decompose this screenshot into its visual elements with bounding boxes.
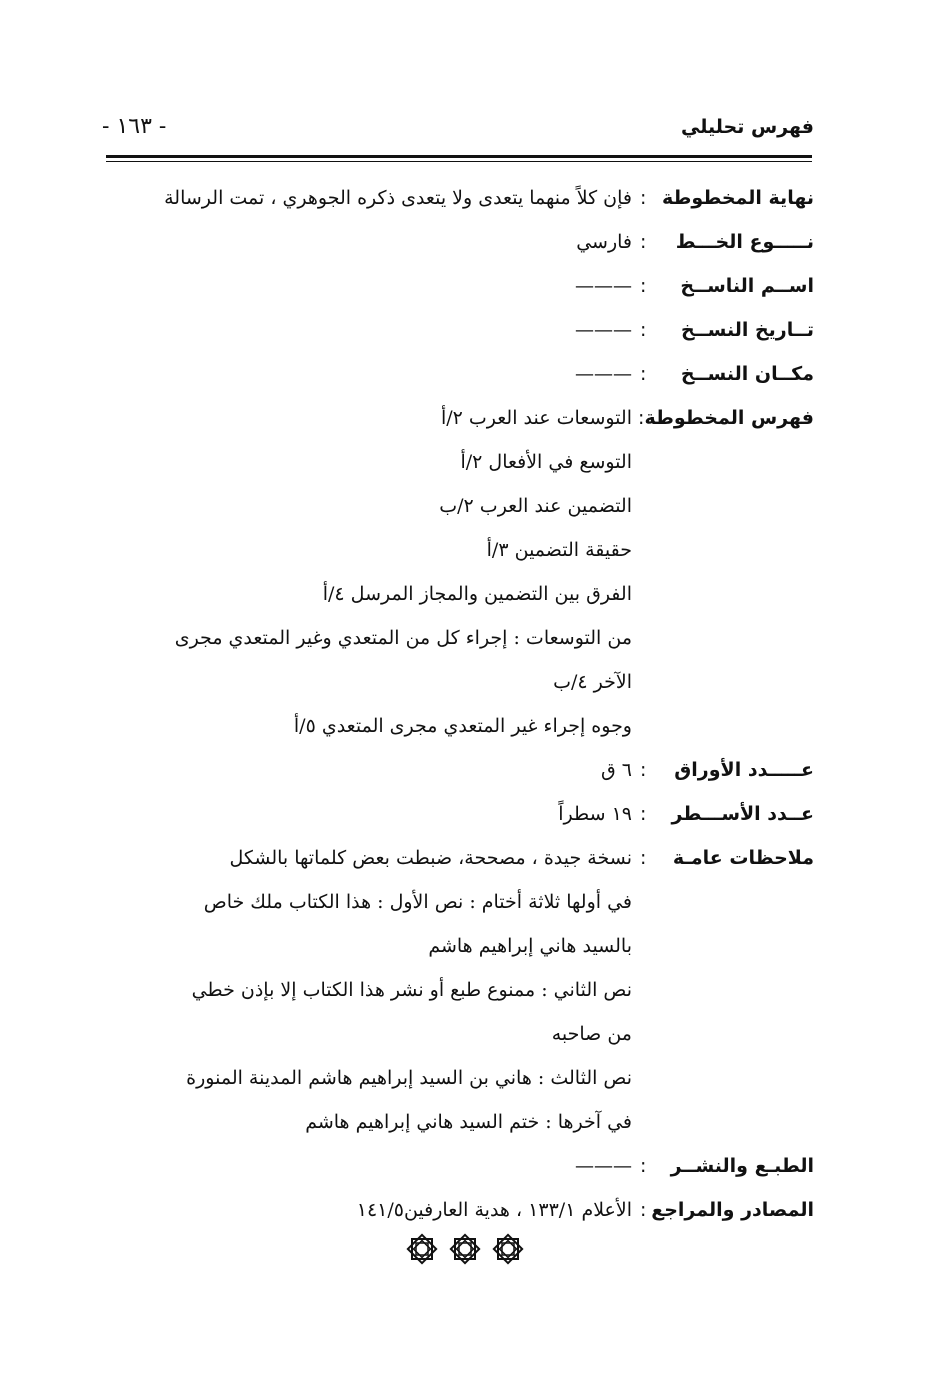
entry-value-line: نسخة جيدة ، مصححة، ضبطت بعض كلماتها بالشكل <box>229 847 632 869</box>
entry-label-text: اســم الناســخ <box>680 275 814 297</box>
entry-label <box>632 836 814 1144</box>
entry-value-line: نص الثاني : ممنوع طبع أو نشر هذا الكتاب إلا بإذن خطي <box>191 979 632 1001</box>
entry-value-line: من صاحبه <box>551 1023 632 1045</box>
entry-label <box>632 176 814 220</box>
entry-label <box>632 264 814 308</box>
entry-value <box>114 308 632 352</box>
entry-label-text: عـــــدد الأوراق <box>674 759 814 781</box>
entry-colon: : <box>640 803 647 825</box>
header-rule-thick <box>106 155 812 158</box>
entry-label-text: فهرس المخطوطة <box>644 407 814 429</box>
entry-colon: : <box>640 319 647 341</box>
catalog-entry <box>114 308 814 352</box>
entry-value-line: ——— <box>575 363 632 385</box>
catalog-entry <box>114 1144 814 1188</box>
entry-label <box>632 748 814 792</box>
entry-label <box>632 396 814 748</box>
entry-value-line: ١٩ سطراً <box>558 803 632 825</box>
page-number: - ١٦٣ - <box>102 114 167 139</box>
entry-label-text: ملاحظات عامـة <box>672 847 814 869</box>
entry-value-line: في أولها ثلاثة أختام : نص الأول : هذا الكتاب ملك خاص <box>203 891 632 913</box>
section-title: فهرس تحليلي <box>681 116 814 138</box>
entry-colon: : <box>640 187 647 209</box>
entry-label <box>632 1144 814 1188</box>
entry-value-line: التضمين عند العرب ٢/ب <box>439 495 632 517</box>
entry-value-line: وجوه إجراء غير المتعدي مجرى المتعدي ٥/أ <box>293 715 632 737</box>
entry-value-line: بالسيد هاني إبراهيم هاشم <box>428 935 632 957</box>
catalog-entry <box>114 396 814 748</box>
ornament-star-icon <box>448 1232 482 1266</box>
entry-value <box>114 1144 632 1188</box>
entry-value-line: الأعلام ١٣٣/١ ، هدية العارفين١٤١/٥ <box>356 1199 632 1221</box>
entry-value-line: من التوسعات : إجراء كل من المتعدي وغير المتعدي مجرى <box>174 627 632 649</box>
entry-colon: : <box>640 275 647 297</box>
entry-colon: : <box>640 847 647 869</box>
ornament-star-icon <box>405 1232 439 1266</box>
entry-value <box>114 396 632 748</box>
catalog-entry <box>114 220 814 264</box>
entry-colon: : <box>640 363 647 385</box>
catalog-entries <box>114 176 814 1232</box>
entry-value-line: نص الثالث : هاني بن السيد إبراهيم هاشم المدينة المنورة <box>186 1067 632 1089</box>
entry-value <box>114 1188 632 1232</box>
entry-value <box>114 264 632 308</box>
entry-label-text: نـــــوع الخـــط <box>675 231 814 253</box>
header-rule-thin <box>106 161 812 162</box>
entry-colon: : <box>640 759 647 781</box>
entry-value-line: فإن كلاً منهما يتعدى ولا يتعدى ذكره الجوهري ، تمت الرسالة <box>164 187 632 209</box>
entry-label-text: المصادر والمراجع <box>651 1199 814 1221</box>
entry-label-text: مكــان النســخ <box>680 363 814 385</box>
catalog-entry <box>114 352 814 396</box>
entry-label-text: عــدد الأســـطر <box>671 803 814 825</box>
entry-value <box>114 748 632 792</box>
entry-colon: : <box>640 1199 647 1221</box>
catalog-entry <box>114 792 814 836</box>
catalog-entry <box>114 176 814 220</box>
entry-label <box>632 792 814 836</box>
entry-value-line: ——— <box>575 275 632 297</box>
entry-value-line: في آخرها : ختم السيد هاني إبراهيم هاشم <box>305 1111 632 1133</box>
entry-label <box>632 1188 814 1232</box>
entry-value-line: الفرق بين التضمين والمجاز المرسل ٤/أ <box>322 583 632 605</box>
entry-label-text: الطبـع والنشــر <box>670 1155 814 1177</box>
catalog-entry <box>114 1188 814 1232</box>
ornament-star-icon <box>491 1232 525 1266</box>
catalog-entry <box>114 836 814 1144</box>
entry-value-line: ٦ ق <box>601 759 632 781</box>
entry-value-line: حقيقة التضمين ٣/أ <box>486 539 632 561</box>
entry-value <box>114 176 632 220</box>
entry-label-text: نهاية المخطوطة <box>662 187 814 209</box>
entry-value-line: التوسع في الأفعال ٢/أ <box>460 451 632 473</box>
entry-colon: : <box>638 407 645 429</box>
entry-value-line: ——— <box>575 319 632 341</box>
entry-value-line: التوسعات عند العرب ٢/أ <box>440 407 632 429</box>
entry-value-line: فارسي <box>576 231 632 253</box>
entry-label <box>632 352 814 396</box>
closing-ornaments <box>405 1232 525 1266</box>
entry-colon: : <box>640 1155 647 1177</box>
catalog-entry <box>114 264 814 308</box>
entry-value <box>114 836 632 1144</box>
catalog-entry <box>114 748 814 792</box>
entry-colon: : <box>640 231 647 253</box>
entry-value-line: الآخر ٤/ب <box>553 671 632 693</box>
entry-value <box>114 352 632 396</box>
entry-value <box>114 220 632 264</box>
entry-label <box>632 308 814 352</box>
entry-value <box>114 792 632 836</box>
entry-value-line: ——— <box>575 1155 632 1177</box>
entry-label-text: تــاريخ النســخ <box>680 319 814 341</box>
entry-label <box>632 220 814 264</box>
